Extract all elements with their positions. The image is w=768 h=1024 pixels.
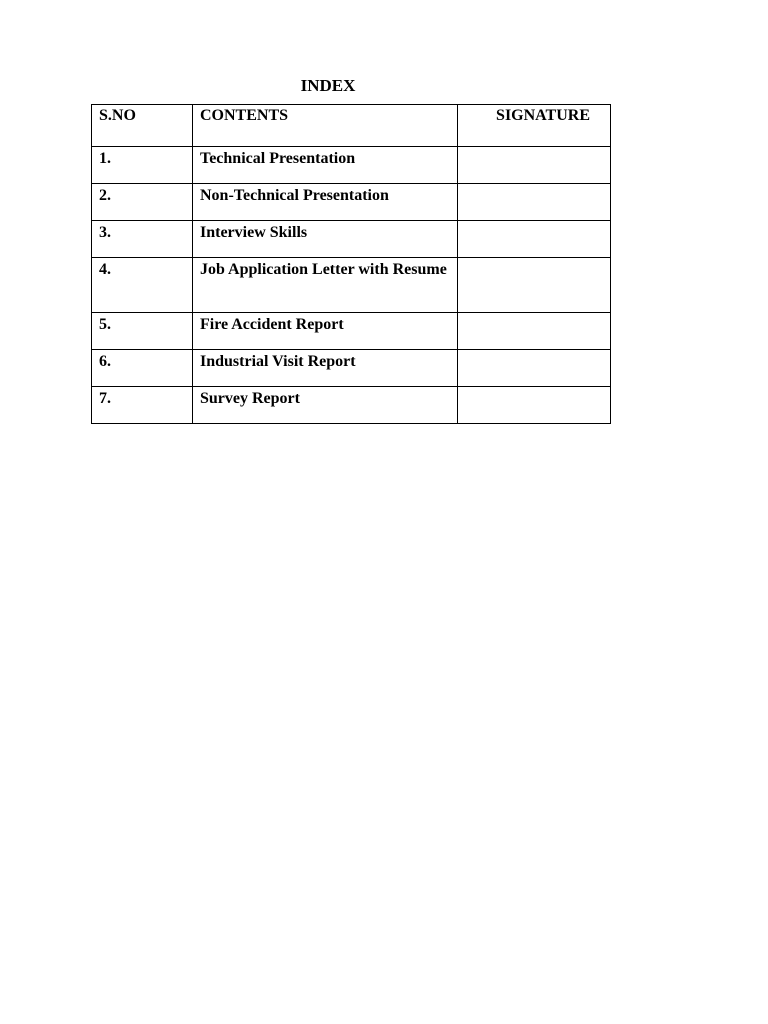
header-contents: CONTENTS [193, 105, 458, 147]
contents-cell: Industrial Visit Report [193, 350, 458, 387]
contents-cell: Interview Skills [193, 221, 458, 258]
table-row [92, 184, 611, 221]
signature-cell [458, 387, 611, 424]
header-signature: SIGNATURE [458, 105, 611, 147]
index-table [91, 104, 611, 424]
sno-cell: 6. [92, 350, 193, 387]
table-header-row [92, 105, 611, 147]
contents-cell: Job Application Letter with Resume [193, 258, 458, 313]
table-row [92, 387, 611, 424]
signature-cell [458, 221, 611, 258]
contents-cell: Survey Report [193, 387, 458, 424]
sno-cell: 4. [92, 258, 193, 313]
signature-cell [458, 147, 611, 184]
signature-cell [458, 258, 611, 313]
signature-cell [458, 350, 611, 387]
sno-cell: 3. [92, 221, 193, 258]
signature-cell [458, 313, 611, 350]
sno-cell: 2. [92, 184, 193, 221]
table-row [92, 258, 611, 313]
sno-cell: 7. [92, 387, 193, 424]
page-title: INDEX [300, 76, 356, 95]
table-row [92, 350, 611, 387]
header-sno: S.NO [92, 105, 193, 147]
table-row [92, 313, 611, 350]
contents-cell: Technical Presentation [193, 147, 458, 184]
contents-cell: Fire Accident Report [193, 313, 458, 350]
table-row [92, 147, 611, 184]
contents-cell: Non-Technical Presentation [193, 184, 458, 221]
sno-cell: 5. [92, 313, 193, 350]
signature-cell [458, 184, 611, 221]
sno-cell: 1. [92, 147, 193, 184]
table-row [92, 221, 611, 258]
